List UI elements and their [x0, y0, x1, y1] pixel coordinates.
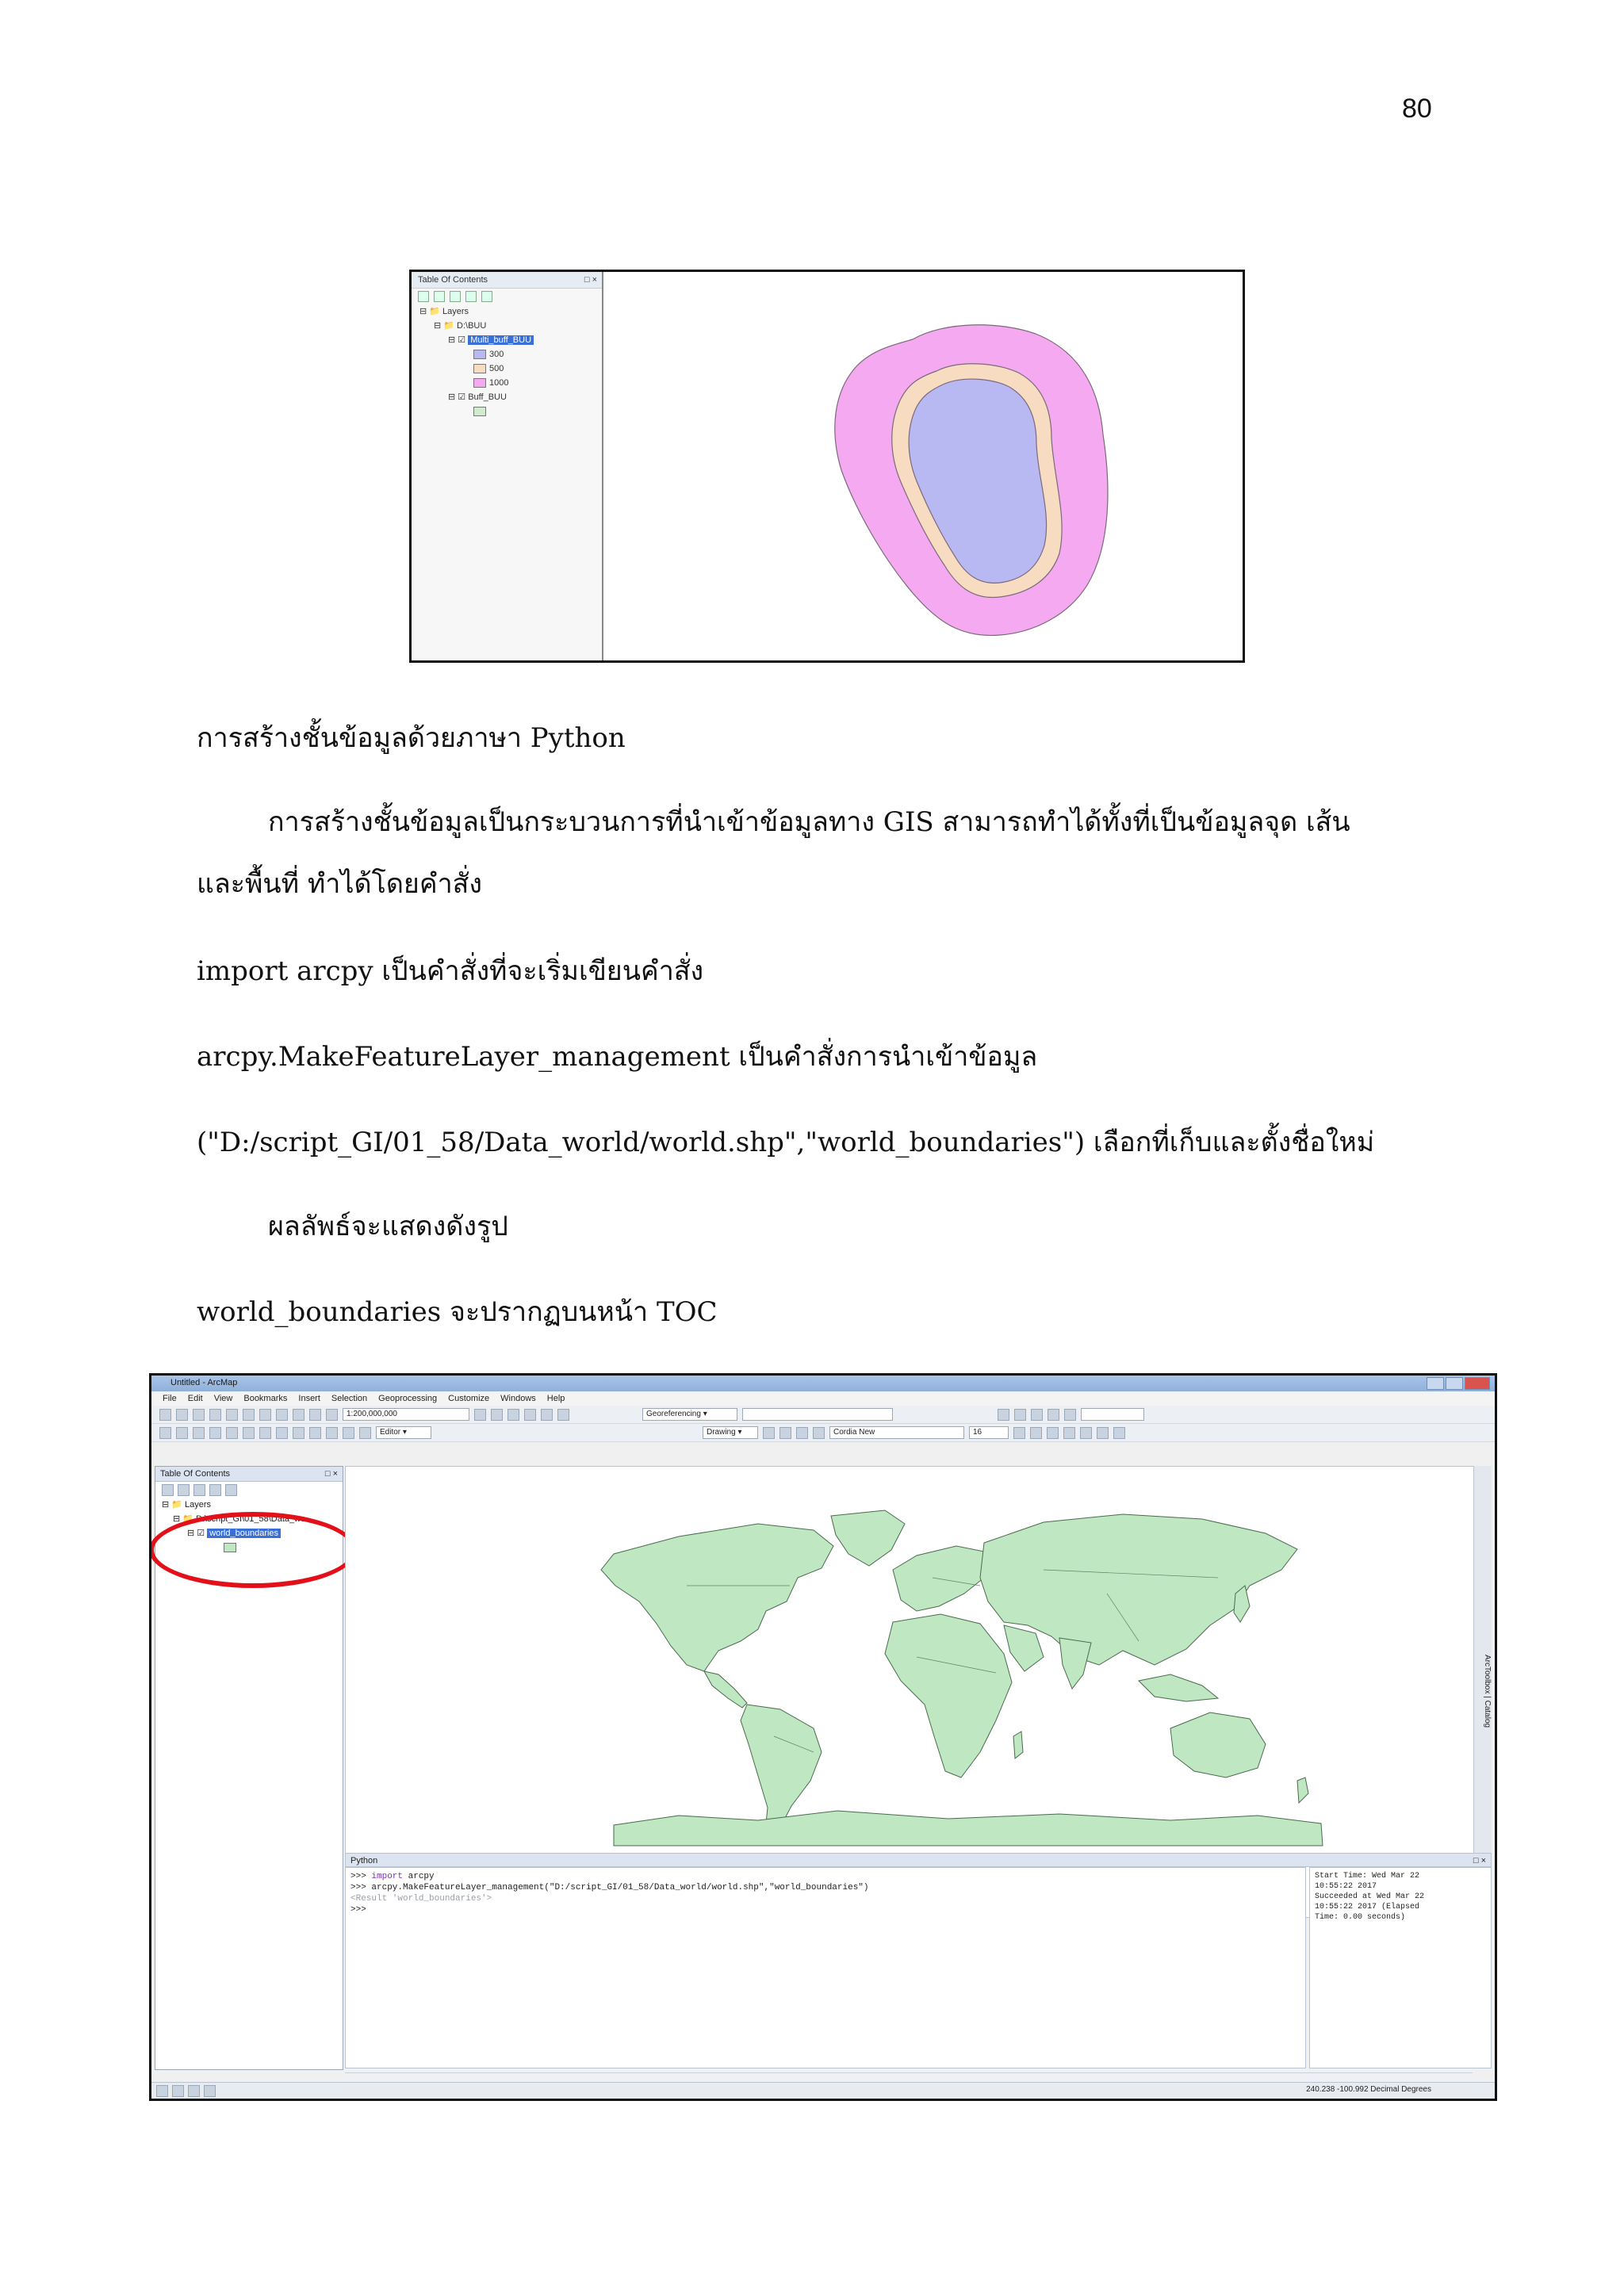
cut-icon[interactable]	[226, 1409, 238, 1421]
full-extent-icon[interactable]	[209, 1427, 221, 1439]
list-by-visibility-icon[interactable]	[450, 291, 461, 302]
arabian-peninsula-landmass	[1004, 1625, 1044, 1671]
menu-windows[interactable]: Windows	[500, 1394, 536, 1403]
list-by-drawing-order-icon[interactable]	[418, 291, 429, 302]
italic-icon[interactable]	[1030, 1427, 1042, 1439]
africa-landmass	[885, 1614, 1012, 1777]
section-heading: การสร้างชั้นข้อมูลด้วยภาษา Python	[197, 722, 626, 754]
font-size-dropdown[interactable]: 16	[969, 1426, 1009, 1439]
pan-icon[interactable]	[193, 1427, 205, 1439]
rotate-icon[interactable]	[779, 1427, 791, 1439]
menu-view[interactable]: View	[213, 1394, 233, 1403]
legend-swatch	[473, 407, 486, 416]
drawing-menu[interactable]: Drawing ▾	[703, 1426, 758, 1439]
toc-title: Table Of Contents □ ×	[155, 1467, 343, 1482]
select-elements-icon[interactable]	[293, 1427, 304, 1439]
catalog-window-icon[interactable]	[508, 1409, 519, 1421]
font-color-icon[interactable]	[1063, 1427, 1075, 1439]
select-graphics-icon[interactable]	[763, 1427, 775, 1439]
toc-toolbar	[412, 289, 602, 304]
arcmap-screenshot	[149, 1373, 1497, 2101]
buffer-map-view[interactable]	[603, 272, 1243, 660]
georef-layer-dropdown[interactable]	[742, 1408, 893, 1421]
maximize-button[interactable]	[1446, 1377, 1463, 1390]
close-button[interactable]	[1465, 1377, 1490, 1390]
southeast-asia-islands	[1139, 1674, 1218, 1701]
panel-close-icon[interactable]: □ ×	[324, 1469, 338, 1479]
python-window-icon[interactable]	[557, 1409, 569, 1421]
find-icon[interactable]	[326, 1427, 338, 1439]
back-icon[interactable]	[243, 1427, 255, 1439]
fill-color-icon[interactable]	[1080, 1427, 1092, 1439]
madagascar-landmass	[1013, 1732, 1023, 1758]
import-text: import arcpy เป็นคำสั่งที่จะเริ่มเขียนคำสั่ง	[197, 955, 704, 987]
new-zealand-landmass	[1297, 1777, 1308, 1803]
side-dock-tabs[interactable]: ArcToolbox | Catalog	[1473, 1466, 1492, 1916]
undo-icon[interactable]	[293, 1409, 304, 1421]
menu-selection[interactable]: Selection	[331, 1394, 368, 1403]
toc-toolbar	[155, 1482, 343, 1498]
world-map-svg	[346, 1467, 1472, 1852]
python-help-panel: Start Time: Wed Mar 22 10:55:22 2017 Succeeded at Wed Mar 22 10:55:22 2017 (Elapsed Time: 0.00 seconds)	[1309, 1867, 1492, 2068]
editor-toolbar-icon[interactable]	[474, 1409, 486, 1421]
underline-icon[interactable]	[1047, 1427, 1059, 1439]
refresh-icon[interactable]	[188, 2085, 200, 2097]
layout-view-icon[interactable]	[172, 2085, 184, 2097]
intro-text-line2: และพื้นที่ ทำได้โดยคำสั่ง	[197, 868, 483, 900]
path-text: ("D:/script_GI/01_58/Data_world/world.shp","world_boundaries") เลือกที่เก็บและตั้งชื่อใหม่	[197, 1127, 1375, 1158]
georef-tool-icon[interactable]	[1064, 1409, 1076, 1421]
georef-tool-icon[interactable]	[1031, 1409, 1043, 1421]
list-by-visibility-icon[interactable]	[193, 1484, 205, 1496]
data-view-icon[interactable]	[156, 2085, 168, 2097]
fixed-zoom-icon[interactable]	[226, 1427, 238, 1439]
pause-drawing-icon[interactable]	[204, 2085, 216, 2097]
python-console[interactable]	[345, 1867, 1306, 2068]
india-landmass	[1059, 1638, 1091, 1689]
forward-icon[interactable]	[259, 1427, 271, 1439]
options-icon[interactable]	[225, 1484, 237, 1496]
list-by-source-icon[interactable]	[178, 1484, 190, 1496]
north-america-landmass	[601, 1524, 833, 1671]
print-icon[interactable]	[209, 1409, 221, 1421]
font-name-dropdown[interactable]: Cordia New	[829, 1426, 964, 1439]
status-bar	[151, 2082, 1495, 2099]
legend-swatch	[473, 350, 486, 359]
menu-bar	[151, 1391, 1495, 1406]
console-line: >>> arcpy.MakeFeatureLayer_management("D:/script_GI/01_58/Data_world/world.shp","world_boundaries")	[350, 1883, 869, 1892]
toc-window-icon[interactable]	[491, 1409, 503, 1421]
australia-landmass	[1170, 1712, 1266, 1777]
antarctica-landmass	[614, 1811, 1323, 1846]
hyperlink-icon[interactable]	[359, 1427, 371, 1439]
world-map-view[interactable]	[345, 1466, 1474, 1918]
highlight-circle	[149, 1512, 357, 1588]
georef-tool-icon[interactable]	[998, 1409, 1009, 1421]
menu-help[interactable]: Help	[546, 1394, 565, 1403]
second-layer-node[interactable]: ⊟ ☑ Buff_BUU	[448, 392, 507, 402]
delete-icon[interactable]	[276, 1409, 288, 1421]
georef-tool-icon[interactable]	[1014, 1409, 1026, 1421]
window-title: Untitled - ArcMap	[170, 1378, 238, 1387]
select-features-icon[interactable]	[276, 1427, 288, 1439]
group-node[interactable]: ⊟ 📁 D:\BUU	[434, 321, 487, 331]
list-by-selection-icon[interactable]	[465, 291, 477, 302]
menu-bookmarks[interactable]: Bookmarks	[243, 1394, 288, 1403]
legend-item: 500	[412, 362, 602, 376]
legend-item	[412, 404, 602, 419]
options-icon[interactable]	[481, 291, 492, 302]
menu-file[interactable]: File	[163, 1394, 177, 1403]
add-data-icon[interactable]	[326, 1409, 338, 1421]
greenland-landmass	[831, 1510, 905, 1566]
open-icon[interactable]	[176, 1409, 188, 1421]
folder-node[interactable]: ⊟ 📁 D:\script_GI\01_58\Data_wo...	[173, 1514, 313, 1524]
world-boundaries-layer-node[interactable]: ⊟ ☑ world_boundaries	[155, 1526, 343, 1540]
arctoolbox-icon[interactable]	[541, 1409, 553, 1421]
europe-landmass	[893, 1546, 988, 1611]
tools-toolbar	[151, 1424, 1495, 1442]
georef-input[interactable]	[1081, 1408, 1144, 1421]
toc-title: Table Of Contents □ ×	[412, 272, 602, 289]
console-result-line: <Result 'world_boundaries'>	[350, 1894, 492, 1904]
minimize-button[interactable]	[1427, 1377, 1444, 1390]
window-title-bar	[151, 1376, 1495, 1391]
coordinate-readout: 240.238 -100.992 Decimal Degrees	[1306, 2085, 1431, 2094]
copy-icon[interactable]	[243, 1409, 255, 1421]
selected-layer-node[interactable]: ⊟ ☑ Multi_buff_BUU	[412, 333, 602, 347]
panel-close-icon[interactable]: □ ×	[584, 275, 597, 285]
window-controls	[1427, 1377, 1490, 1390]
central-america-landmass	[704, 1671, 747, 1708]
legend-swatch	[473, 364, 486, 373]
legend-swatch	[473, 378, 486, 388]
python-window-title: Python □ ×	[345, 1853, 1492, 1867]
intro-text-line1: การสร้างชั้นข้อมูลเป็นกระบวนการที่นำเข้าข้อมูลทาง GIS สามารถทำได้ทั้งที่เป็นข้อมูลจุด เส้น	[268, 806, 1350, 838]
page-number: 80	[1402, 94, 1432, 124]
bold-icon[interactable]	[1013, 1427, 1025, 1439]
search-window-icon[interactable]	[524, 1409, 536, 1421]
scale-field[interactable]: 1:200,000,000	[343, 1408, 469, 1421]
marker-color-icon[interactable]	[1113, 1427, 1125, 1439]
redo-icon[interactable]	[309, 1409, 321, 1421]
zoom-in-icon[interactable]	[159, 1427, 171, 1439]
zoom-out-icon[interactable]	[176, 1427, 188, 1439]
console-line: >>> import arcpy	[350, 1872, 435, 1881]
new-document-icon[interactable]	[159, 1409, 171, 1421]
standard-toolbar	[151, 1406, 1495, 1424]
panel-close-icon[interactable]: □ ×	[1473, 1856, 1486, 1866]
menu-geoprocessing[interactable]: Geoprocessing	[378, 1394, 438, 1403]
buffer-map-svg	[603, 272, 1243, 660]
measure-icon[interactable]	[343, 1427, 354, 1439]
layout-view-controls	[156, 2085, 216, 2097]
identify-icon[interactable]	[309, 1427, 321, 1439]
toc-text: world_boundaries จะปรากฏบนหน้า TOC	[197, 1296, 718, 1328]
paste-icon[interactable]	[259, 1409, 271, 1421]
buffer-figure	[409, 270, 1245, 663]
menu-insert[interactable]: Insert	[298, 1394, 320, 1403]
rectangle-icon[interactable]	[796, 1427, 808, 1439]
layers-node[interactable]: ⊟ 📁 Layers	[162, 1500, 212, 1510]
console-prompt-line: >>>	[350, 1905, 366, 1915]
save-icon[interactable]	[193, 1409, 205, 1421]
layers-node[interactable]: ⊟ 📁 Layers	[419, 307, 469, 316]
list-by-drawing-order-icon[interactable]	[162, 1484, 174, 1496]
make-layer-text: arcpy.MakeFeatureLayer_management เป็นคำสั่งการนำเข้าข้อมูล	[197, 1041, 1038, 1073]
editor-menu[interactable]: Editor ▾	[376, 1426, 431, 1439]
georef-tool-icon[interactable]	[1048, 1409, 1059, 1421]
menu-customize[interactable]: Customize	[448, 1394, 490, 1403]
result-text: ผลลัพธ์จะแสดงดังรูป	[268, 1211, 508, 1242]
line-color-icon[interactable]	[1097, 1427, 1109, 1439]
list-by-selection-icon[interactable]	[209, 1484, 221, 1496]
table-of-contents-panel	[412, 272, 603, 660]
text-tool-icon[interactable]	[813, 1427, 825, 1439]
list-by-source-icon[interactable]	[434, 291, 445, 302]
horizontal-scrollbar[interactable]	[345, 2072, 1473, 2081]
legend-item: 300	[412, 347, 602, 362]
menu-edit[interactable]: Edit	[187, 1394, 203, 1403]
legend-item: 1000	[412, 376, 602, 390]
georeferencing-menu[interactable]: Georeferencing ▾	[642, 1408, 737, 1421]
